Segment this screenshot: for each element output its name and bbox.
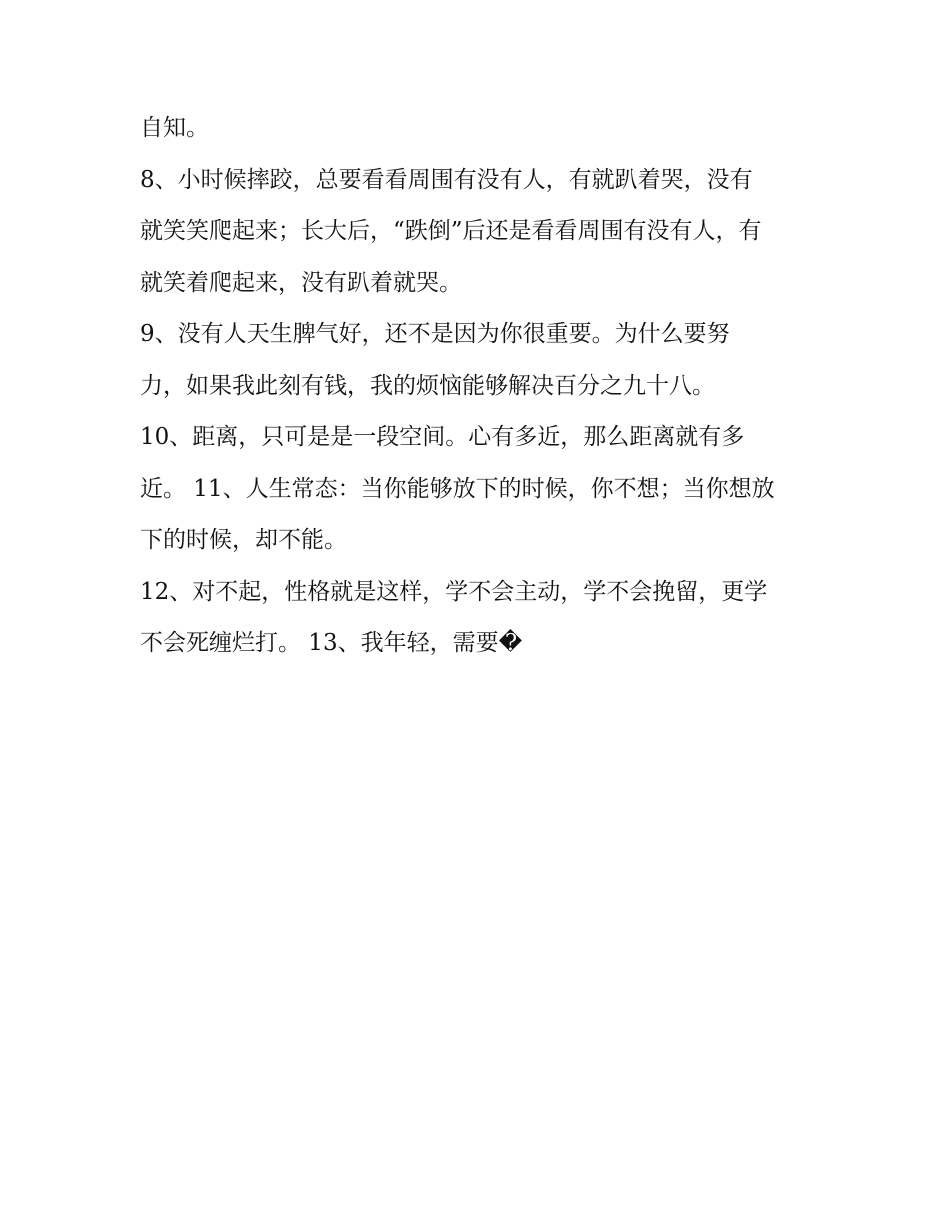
text-line-4: 就笑着爬起来，没有趴着就哭。	[140, 269, 462, 296]
text-line-9: 下的时候，却不能。	[140, 527, 347, 553]
text-line-3: 就笑笑爬起来；长大后，“跌倒”后还是看看周围有没有人，有	[140, 218, 762, 244]
document-body	[140, 103, 820, 670]
text-line-6: 力，如果我此刻有钱，我的烦恼能够解决百分之九十八。	[140, 372, 715, 399]
text-line-10: 12、对不起，性格就是这样，学不会主动，学不会挽留，更学	[140, 578, 768, 605]
text-line-8: 近。 11、人生常态：当你能够放下的时候，你不想；当你想放	[140, 475, 775, 502]
text-line-5: 9、没有人天生脾气好，还不是因为你很重要。为什么要努	[140, 321, 730, 347]
text-line-1: 自知。	[140, 115, 209, 141]
text-line-11: 不会死缠烂打。 13、我年轻，需要�	[140, 630, 523, 656]
text-line-7: 10、距离，只可是是一段空间。心有多近，那么距离就有多	[140, 424, 745, 450]
text-line-2: 8、小时候摔跤，总要看看周围有没有人，有就趴着哭，没有	[140, 166, 753, 193]
